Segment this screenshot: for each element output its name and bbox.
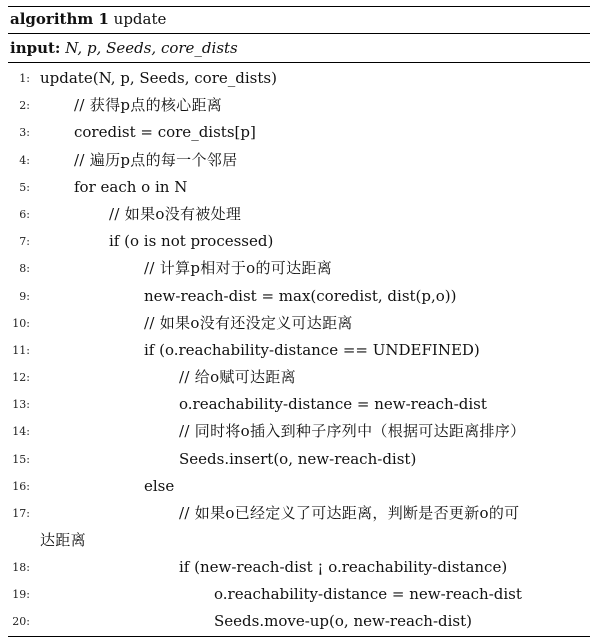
line-comment-continuation: 达距离: [40, 531, 86, 550]
code-line: [8, 65, 590, 92]
line-number: 4:: [19, 153, 30, 167]
code-lines: [8, 63, 590, 636]
line-number: 9:: [19, 289, 30, 303]
line-number: 19:: [12, 588, 30, 602]
line-number: 15:: [12, 452, 30, 466]
line-number: 1:: [19, 72, 30, 85]
code-line: [8, 255, 590, 282]
line-number: 10:: [12, 316, 30, 330]
line-comment: // 同时将o插入到种子序列中（根据可达距离排序）: [179, 422, 526, 441]
line-comment: // 如果o没有还没定义可达距离: [144, 313, 353, 332]
line-code: coredist = core_dists[p]: [74, 123, 256, 142]
line-code: if (o is not processed): [109, 232, 274, 251]
input-declaration: [8, 34, 590, 62]
line-code: Seeds.move-up(o, new-reach-dist): [214, 612, 472, 631]
code-line: [8, 581, 590, 608]
line-number: 7:: [19, 235, 30, 249]
line-number: 8:: [19, 262, 30, 276]
code-line: [8, 283, 590, 310]
input-label: input:: [10, 39, 61, 57]
line-number: 18:: [12, 561, 30, 574]
line-comment: // 如果o已经定义了可达距离，判断是否更新o的可: [179, 504, 520, 522]
line-code: update(N, p, Seeds, core_dists): [40, 69, 277, 87]
code-line: [8, 337, 590, 364]
line-number: 20:: [12, 615, 30, 629]
line-code: Seeds.insert(o, new-reach-dist): [179, 449, 417, 468]
line-comment: // 获得p点的核心距离: [74, 96, 223, 115]
code-line: [8, 92, 590, 119]
line-code: o.reachability-distance = new-reach-dist: [179, 395, 487, 414]
line-code: if (new-reach-dist ¡ o.reachability-distance): [179, 558, 508, 576]
code-line: [8, 608, 590, 635]
code-line: [8, 554, 590, 581]
line-comment: // 计算p相对于o的可达距离: [144, 259, 333, 278]
code-line: [8, 147, 590, 174]
line-number: 11:: [12, 343, 30, 357]
code-line: [8, 174, 590, 201]
input-params: N, p, Seeds, core_dists: [65, 39, 238, 57]
algorithm-block: [8, 6, 590, 637]
algorithm-keyword: algorithm 1: [10, 10, 109, 28]
line-number: 12:: [12, 371, 30, 385]
code-line-wrapped: [8, 500, 590, 554]
line-code: else: [144, 476, 175, 495]
line-number: 13:: [12, 398, 30, 412]
code-line: [8, 364, 590, 391]
line-number: 17:: [12, 507, 30, 520]
code-line: [8, 446, 590, 473]
line-number: 5:: [19, 180, 30, 194]
code-line: [8, 201, 590, 228]
code-line: [8, 473, 590, 500]
line-comment: // 给o赋可达距离: [179, 368, 296, 387]
line-number: 3:: [19, 126, 30, 140]
line-code: for each o in N: [74, 177, 188, 196]
line-comment: // 遍历p点的每一个邻居: [74, 150, 238, 169]
line-comment: // 如果o没有被处理: [109, 204, 242, 223]
code-line: [8, 119, 590, 146]
algorithm-name: update: [113, 10, 167, 28]
line-number: 16:: [12, 479, 30, 493]
code-line: [8, 391, 590, 418]
code-line: [8, 418, 590, 445]
line-number: 14:: [12, 425, 30, 439]
line-comment-wrapped: [40, 500, 590, 554]
line-code: new-reach-dist = max(coredist, dist(p,o)): [144, 286, 457, 305]
line-code: o.reachability-distance = new-reach-dist: [214, 585, 522, 604]
line-number: 2:: [19, 99, 30, 113]
line-code: if (o.reachability-distance == UNDEFINED): [144, 340, 480, 359]
algorithm-title: [8, 7, 590, 33]
line-number: 6:: [19, 207, 30, 221]
code-line: [8, 310, 590, 337]
code-line: [8, 228, 590, 255]
